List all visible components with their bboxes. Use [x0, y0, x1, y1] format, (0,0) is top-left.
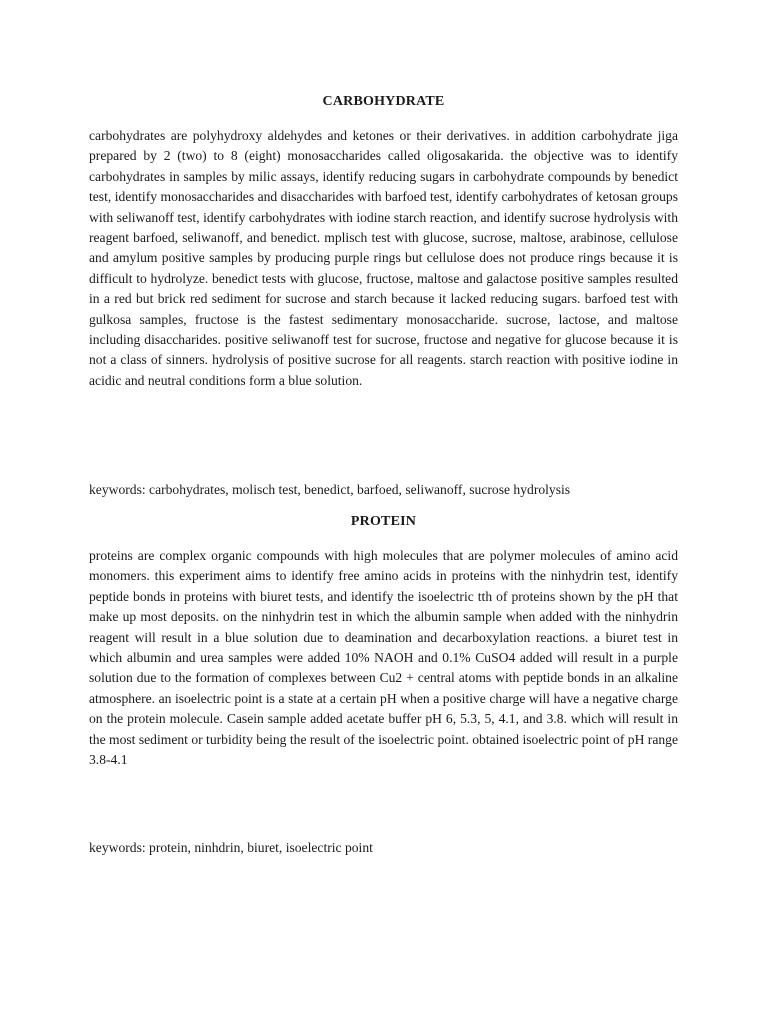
carbohydrate-keywords: keywords: carbohydrates, molisch test, benedict, barfoed, seliwanoff, sucrose hydrolysis [89, 482, 571, 497]
protein-keywords: keywords: protein, ninhdrin, biuret, isoelectric point [89, 840, 373, 855]
protein-section-title: PROTEIN [350, 514, 417, 529]
carbohydrate-abstract: carbohydrates are polyhydroxy aldehydes and ketones or their derivatives. in addition carbohydrate jiga prepared by 2 (two) to 8 (eight) monosaccharides called oligosakarida. the objective was to identify carbohydrates in samples by milic assays, identify reducing sugars in carbohydrate compounds by benedict test, identify monosaccharides and disaccharides with barfoed test, identify carbohydrates of ketosan groups with seliwanoff test, identify carbohydrates with iodine starch reaction, and identify sucrose hydrolysis with reagent barfoed, seliwanoff, and benedict. mplisch test with glucose, sucrose, maltose, arabinose, cellulose and amylum positive samples by producing purple rings but cellulose does not produce rings because it is difficult to hydrolyze. benedict tests with glucose, fructose, maltose and galactose positive samples resulted in a red but brick red sediment for sucrose and starch because it lacked reducing sugars. barfoed test with gulkosa samples, fructose is the fastest sedimentary monosaccharide. sucrose, lactose, and maltose including disaccharides. positive seliwanoff test for sucrose, fructose and negative for glucose because it is not a class of sinners. hydrolysis of positive sucrose for all reagents. starch reaction with positive iodine in acidic and neutral conditions form a blue solution. [89, 128, 678, 388]
protein-abstract: proteins are complex organic compounds with high molecules that are polymer molecules of amino acid monomers. this experiment aims to identify free amino acids in proteins with the ninhydrin test, identify peptide bonds in proteins with biuret tests, and identify the isoelectric tth of proteins shown by the pH that make up most deposits. on the ninhydrin test in which the albumin sample when added with the ninhydrin reagent will result in a blue solution due to deamination and decarboxylation reactions. a biuret test in which albumin and urea samples were added 10% NAOH and 0.1% CuSO4 added will result in a purple solution due to the formation of complexes between Cu2 + central atoms with peptide bonds in an alkaline atmosphere. an isoelectric point is a state at a certain pH when a positive charge will have a negative charge on the protein molecule. Casein sample added acetate buffer pH 6, 5.3, 5, 4.1, and 3.8. which will result in the most sediment or turbidity being the result of the isoelectric point. obtained isoelectric point of pH range 3.8-4.1 [89, 548, 678, 768]
carbohydrate-section-title: CARBOHYDRATE [322, 94, 445, 109]
